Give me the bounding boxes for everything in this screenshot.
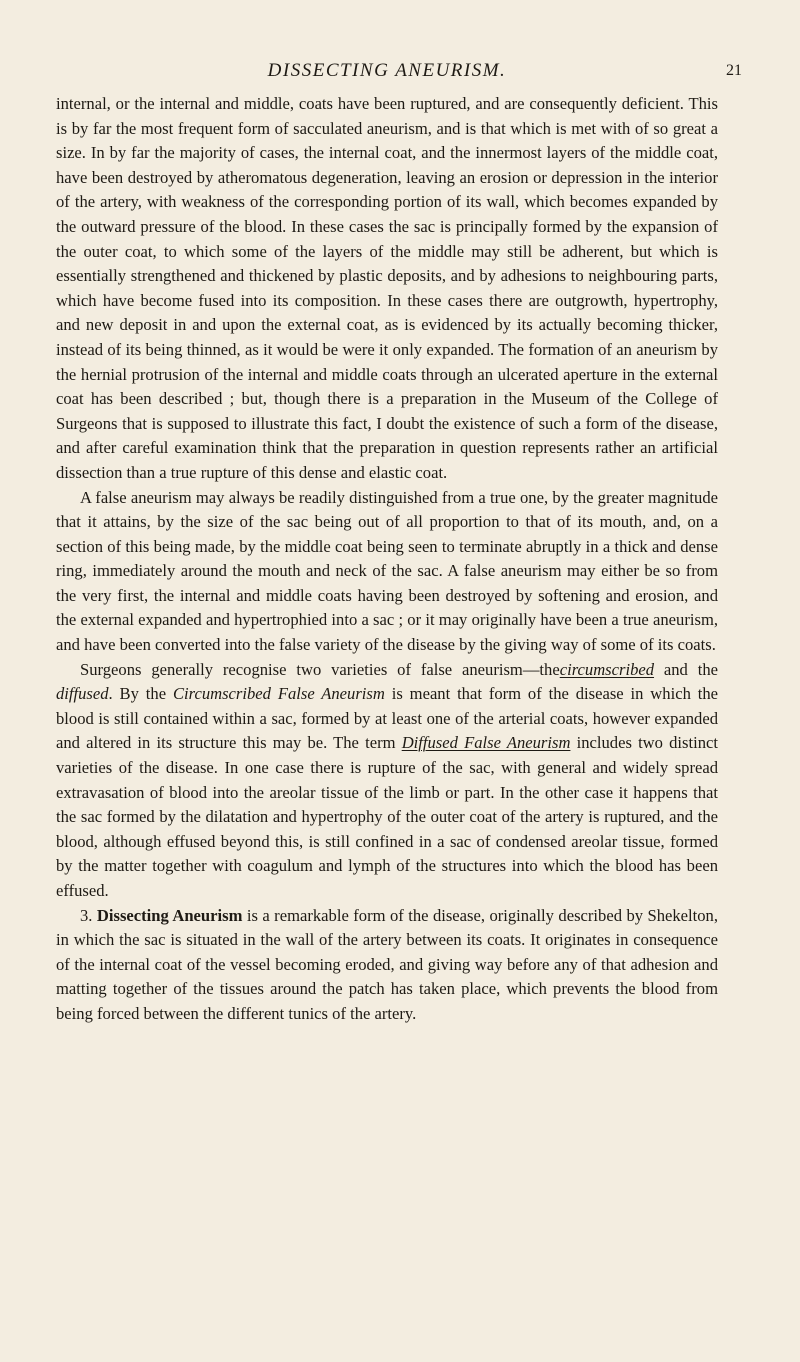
running-title: DISSECTING ANEURISM. (267, 60, 507, 81)
text-run: is a remarkable form of the disease, originally described by Shekelton, in which the sac is situated in the wall of the artery between its coats. It originates in consequence of the internal coat of the vessel becoming eroded, and giving way before any of that adhesion and matting together of the tissues around the patch has taken place, which prevents the blood from being forced between the different tunics of the artery. (56, 905, 718, 1023)
term-diffused: diffused (56, 684, 109, 704)
text-run: Surgeons generally recognise two varieties of false aneurism—the (80, 659, 560, 679)
body-text (56, 92, 718, 1027)
paragraph-sacculated-aneurism: internal, or the internal and middle, coats have been ruptured, and are consequently deficient. This is by far the most frequent form of sacculated aneurism, and is that which is met with of so great a size. In by far the majority of cases, the internal coat, and the innermost layers of the middle coat, have been destroyed by atheromatous degeneration, leaving an erosion or depression in the interior of the artery, with weakness of the corresponding portion of its wall, which becomes expanded by the outward pressure of the blood. In these cases the sac is principally formed by the expansion of the outer coat, to which some of the layers of the middle may still be adherent, but which is essentially strengthened and thickened by plastic deposits, and by adhesions to neighbouring parts, which have become fused into its composition. In these cases there are outgrowth, hypertrophy, and new deposit in and upon the external coat, as is evidenced by its actually becoming thicker, instead of its being thinned, as it would be were it only expanded. The formation of an aneurism by the hernial protrusion of the internal and middle coats through an ulcerated aperture in the external coat has been described ; but, though there is a preparation in the Museum of the College of Surgeons that is supposed to illustrate this fact, I doubt the existence of such a form of the disease, and after careful examination think that the preparation in question represents rather an artificial dissection than a true rupture of this dense and elastic coat. (56, 94, 718, 482)
term-diffused-false-aneurism: Diffused False Aneurism (401, 733, 571, 753)
section-number: 3. (80, 905, 93, 925)
text-run: is meant that form of the disease in which the blood is still contained within a sac, formed by at least one of the arterial coats, however expanded and altered in its structure this may be. The term (56, 684, 718, 753)
paragraph-false-aneurism-varieties (56, 658, 718, 904)
paragraph-dissecting-aneurism (56, 904, 718, 1027)
page-number: 21 (726, 62, 742, 79)
text-run: . By the (108, 684, 167, 704)
term-circumscribed: circumscribed (559, 659, 655, 679)
section-heading: Dissecting Aneurism (96, 905, 243, 925)
term-circumscribed-false-aneurism: Circumscribed False Aneurism (172, 684, 385, 704)
running-head (56, 60, 742, 88)
text-run: includes two distinct varieties of the disease. In one case there is rupture of the sac, with general and widely spread extravasation of blood into the areolar tissue of the limb or part. In the other case it happens that the sac formed by the dilatation and hypertrophy of the outer coat of the artery is ruptured, and the blood, although effused beyond this, is still confined in a sac of condensed areolar tissue, formed by the matter together with coagulum and lymph of the structures into which the blood has been effused. (56, 733, 718, 900)
text-run: and the (663, 659, 718, 679)
paragraph-false-aneurism: A false aneurism may always be readily distinguished from a true one, by the greater magnitude that it attains, by the size of the sac being out of all proportion to that of its mouth, and, on a section of this being made, by the middle coat being seen to terminate abruptly in a thick and dense ring, immediately around the mouth and neck of the sac. A false aneurism may either be so from the very first, the internal and middle coats having been destroyed by softening and erosion, and the external expanded and hypertrophied into a sac ; or it may originally have been a true aneurism, and have been converted into the false variety of the disease by the giving way of some of its coats. (56, 487, 718, 655)
